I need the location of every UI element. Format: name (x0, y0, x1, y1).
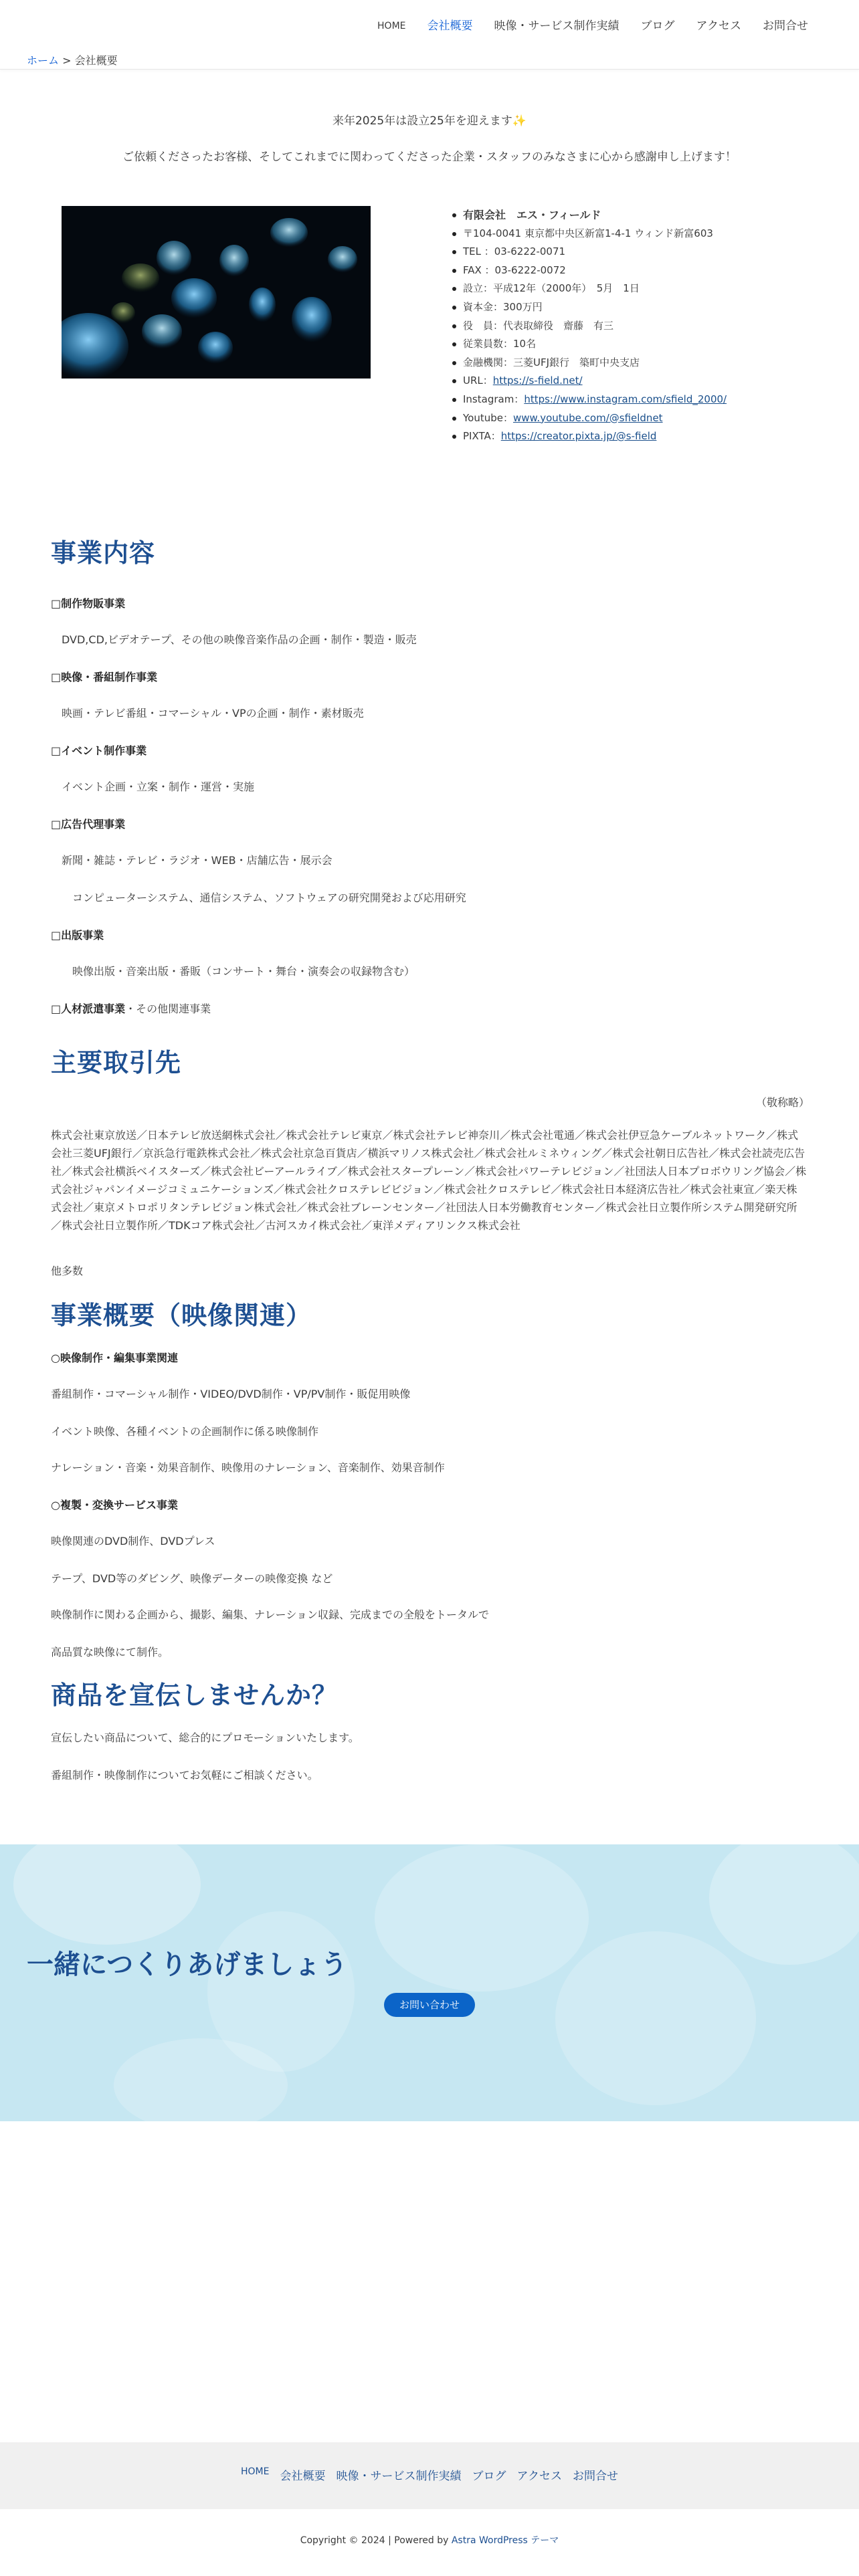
business-item-desc: 映画・テレビ番組・コマーシャル・VPの企画・制作・素材販売 (62, 707, 364, 720)
promo-line: 宣伝したい商品について、総合的にプロモーションいたします。 (51, 1731, 359, 1744)
footer-link-access[interactable]: アクセス (516, 2470, 562, 2483)
url-label: URL： (463, 374, 493, 387)
company-founded: 設立：平成12年（2000年） 5月 1日 (451, 280, 826, 298)
clients-heading: 主要取引先 (51, 1048, 182, 1077)
youtube-label: Youtube： (463, 411, 513, 424)
company-employees: 従業員数：10名 (451, 335, 826, 354)
pixta-label: PIXTA： (463, 430, 501, 443)
jellyfish-image (62, 206, 371, 379)
nav-contact[interactable]: お問合せ (763, 19, 808, 33)
clients-note: （敬称略） (756, 1096, 810, 1109)
business-item-desc: 新聞・雑誌・テレビ・ラジオ・WEB・店舗広告・展示会 (62, 854, 332, 867)
copyright-text: Copyright © 2024 | Powered by (300, 2535, 452, 2546)
business-heading: 事業内容 (51, 538, 156, 568)
company-info-list (451, 206, 826, 446)
cta-section (0, 1844, 859, 2121)
pixta-link[interactable]: https://creator.pixta.jp/@s-field (500, 430, 657, 443)
business-item-title: □制作物販事業 (51, 597, 126, 610)
company-name: 有限会社 エス・フィールド (451, 206, 826, 225)
site-header (0, 0, 859, 70)
main-nav (367, 17, 819, 35)
company-url-link[interactable]: https://s-field.net/ (492, 374, 583, 387)
video-line: テープ、DVD等のダビング、映像データーの映像変換 など (51, 1572, 333, 1585)
cta-background-decoration (0, 1844, 859, 2121)
clients-others: 他多数 (51, 1265, 84, 1277)
breadcrumb-home-link[interactable]: ホーム (27, 54, 60, 67)
nav-access[interactable]: アクセス (696, 19, 741, 33)
footer-link-blog[interactable]: ブログ (472, 2470, 506, 2483)
instagram-link[interactable]: https://www.instagram.com/sfield_2000/ (524, 393, 727, 405)
promo-heading: 商品を宣伝しませんか？ (51, 1681, 339, 1710)
nav-works[interactable]: 映像・サービス制作実績 (494, 19, 619, 33)
business-item-desc: イベント企画・立案・制作・運営・実施 (62, 780, 255, 793)
cta-title: 一緒につくりあげましょう (27, 1949, 348, 1980)
intro-thanks: ご依頼くださったお客様、そしてこれまでに関わってくださった企業・スタッフのみなさまに心から感謝申し上げます！ (122, 150, 737, 164)
business-item-desc: DVD,CD,ビデオテープ、その他の映像音楽作品の企画・制作・製造・販売 (62, 633, 417, 646)
business-item-desc: 映像出版・音楽出版・番販（コンサート・舞台・演奏会の収録物含む） (72, 965, 415, 978)
business-last-rest: ・その他関連事業 (125, 1002, 211, 1015)
nav-blog[interactable]: ブログ (640, 19, 675, 33)
company-capital: 資本金：300万円 (451, 298, 826, 317)
video-line: イベント映像、各種イベントの企画制作に係る映像制作 (51, 1425, 319, 1438)
business-item-title: □出版事業 (51, 929, 104, 942)
contact-button[interactable]: お問い合わせ (384, 1993, 475, 2017)
business-item-title: □映像・番組制作事業 (51, 671, 158, 683)
company-tel: TEL ：03-6222-0071 (451, 243, 826, 261)
footer-nav (0, 2442, 859, 2509)
company-officer: 役 員：代表取締役 齋藤 有三 (451, 317, 826, 336)
video-line: 番組制作・コマーシャル制作・VIDEO/DVD制作・VP/PV制作・販促用映像 (51, 1388, 411, 1400)
video-line: 映像制作に関わる企画から、撮影、編集、ナレーション収録、完成までの全般をトータルで (51, 1608, 490, 1621)
nav-company[interactable]: 会社概要 (427, 19, 473, 33)
promo-line: 番組制作・映像制作についてお気軽にご相談ください。 (51, 1769, 318, 1782)
intro-anniversary: 来年2025年は設立25年を迎えます✨ (332, 114, 527, 128)
clients-list: 株式会社東京放送／日本テレビ放送網株式会社／株式会社テレビ東京／株式会社テレビ神奈川／株式会社電通／株式会社伊豆急ケーブルネットワーク／株式会社三菱UFJ銀行／京浜急行電鉄株式会社／株式会社京急百貨店／横浜マリノス株式会社／株式会社ルミネウィング／株式会社朝日広告社／株式会社読売広告社／株式会社横浜ベイスターズ／株式会社ビーアールライブ／株式会社スタープレーン／株式会社パワーテレビジョン／社団法人日本プロボウリング協会／株式会社ジャパンイメージコミュニケーションズ／株式会社クロステレビビジョン／株式会社クロステレビ／株式会社日本経済広告社／株式会社東宣／楽天株式会社／東京メトロポリタンテレビジョン株式会社／株式会社ブレーンセンター／社団法人日本労働教育センター／株式会社日立製作所システム開発研究所／株式会社日立製作所／TDKコア株式会社／古河スカイ株式会社／東洋メディアリンクス株式会社 (51, 1129, 807, 1232)
business-item-title: □広告代理事業 (51, 818, 126, 831)
instagram-label: Instagram： (463, 393, 524, 405)
youtube-link[interactable]: www.youtube.com/@sfieldnet (513, 411, 663, 424)
company-youtube-item (451, 409, 826, 428)
jellyfish-photo (62, 206, 371, 379)
breadcrumb (27, 52, 118, 68)
company-bank: 金融機関：三菱UFJ銀行 築町中央支店 (451, 354, 826, 372)
company-pixta-item (451, 427, 826, 446)
company-instagram-item (451, 391, 826, 409)
business-item-title: □イベント制作事業 (51, 744, 147, 757)
video-line: 映像関連のDVD制作、DVDプレス (51, 1535, 215, 1547)
breadcrumb-current: 会社概要 (74, 54, 118, 67)
footer-link-works[interactable]: 映像・サービス制作実績 (336, 2470, 462, 2483)
footer-link-company[interactable]: 会社概要 (280, 2470, 326, 2483)
breadcrumb-separator: > (59, 54, 75, 67)
astra-theme-link[interactable]: Astra WordPress テーマ (451, 2535, 559, 2546)
video-sub-duplication: ○複製・変換サービス事業 (51, 1499, 178, 1511)
nav-home[interactable]: HOME (377, 21, 406, 31)
footer-link-contact[interactable]: お問合せ (572, 2470, 618, 2483)
video-line: 高品質な映像にて制作。 (51, 1646, 169, 1658)
business-last-item (51, 1000, 211, 1016)
company-fax: FAX ：03-6222-0072 (451, 261, 826, 280)
business-last-title: □人材派遣事業 (51, 1002, 126, 1015)
business-item-desc: コンピューターシステム、通信システム、ソフトウェアの研究開発および応用研究 (72, 891, 466, 904)
video-line: ナレーション・音楽・効果音制作、映像用のナレーション、音楽制作、効果音制作 (51, 1461, 445, 1474)
company-url-item (451, 372, 826, 391)
video-sub-production: ○映像制作・編集事業関連 (51, 1352, 178, 1364)
company-address: 〒104-0041 東京都中央区新富1-4-1 ウィンド新富603 (451, 225, 826, 243)
video-heading: 事業概要（映像関連） (51, 1301, 312, 1330)
copyright (0, 2533, 859, 2547)
footer-link-home[interactable]: HOME (241, 2466, 270, 2477)
